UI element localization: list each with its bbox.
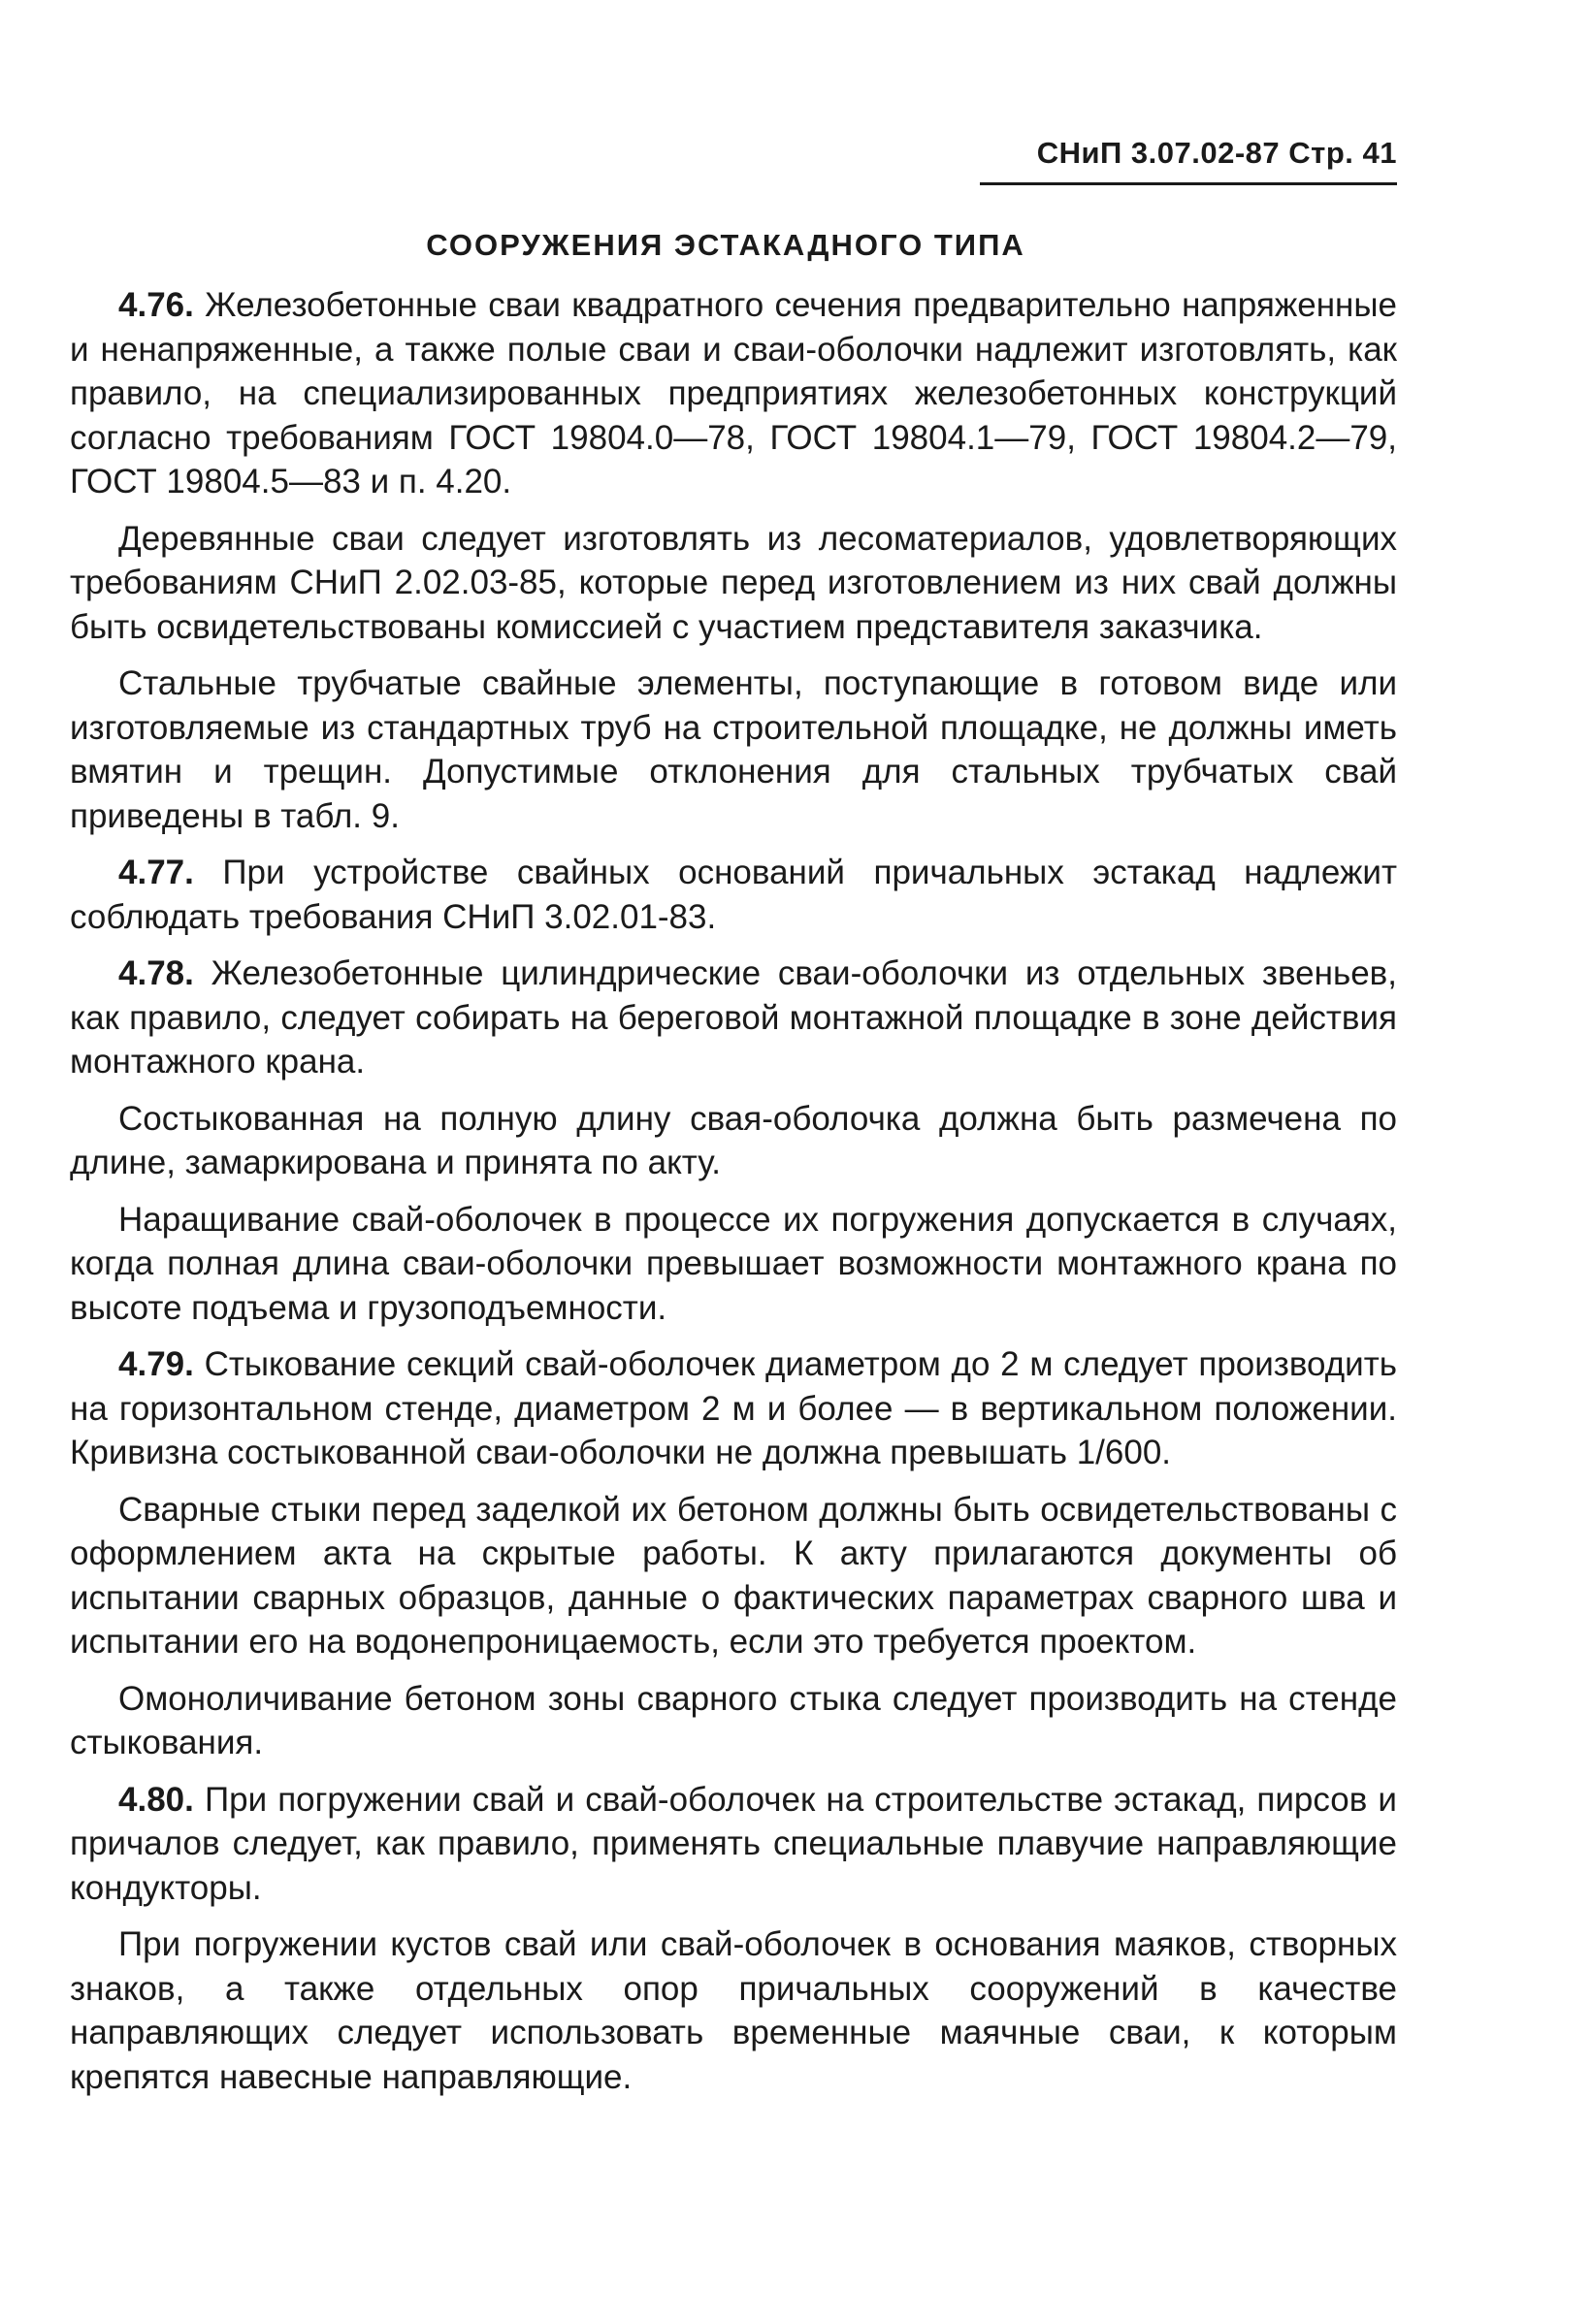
clause-number: 4.76.: [118, 286, 194, 324]
paragraph-4-77: [70, 851, 1397, 939]
paragraph-text: Стальные трубчатые свайные элементы, поступающие в готовом виде или изготовляемые из стандартных труб на строительной площадке, не должны иметь вмятин и трещин. Допустимые отклонения для стальных трубчатых свай приведены в табл. 9.: [70, 664, 1397, 835]
paragraph-text: Сварные стыки перед заделкой их бетоном должны быть освидетельствованы с оформлением акта на скрытые работы. К акту прилагаются документы об испытании сварных образцов, данные о фактических параметрах сварного шва и испытании его на водонепроницаемость, если это требуется проектом.: [70, 1490, 1397, 1661]
paragraph-4-79: [70, 1342, 1397, 1475]
paragraph-text: Железобетонные цилиндрические сваи-оболочки из отдельных звеньев, как правило, следует собирать на береговой монтажной площадке в зоне действия монтажного крана.: [70, 954, 1397, 1081]
paragraph-text: Стыкование секций свай-оболочек диаметром до 2 м следует производить на горизонтальном стенде, диаметром 2 м и более — в вертикальном положении. Кривизна состыкованной сваи-оболочки не должна превышать 1/600.: [70, 1345, 1397, 1471]
paragraph-text: Омоноличивание бетоном зоны сварного стыка следует производить на стенде стыкования.: [70, 1679, 1397, 1761]
paragraph-welded-joints: [70, 1488, 1397, 1664]
paragraph-4-76: [70, 283, 1397, 504]
paragraph-text: Деревянные сваи следует изготовлять из лесоматериалов, удовлетворяющих требованиям СНиП 2.02.03-85, которые перед изготовлением из них свай должны быть освидетельствованы комиссией с участием представителя заказчика.: [70, 519, 1397, 646]
clause-number: 4.79.: [118, 1345, 194, 1383]
paragraph-4-80: [70, 1778, 1397, 1911]
paragraph-monolithing: [70, 1677, 1397, 1765]
paragraph-text: При устройстве свайных оснований причальных эстакад надлежит соблюдать требования СНиП 3.02.01-83.: [70, 854, 1397, 936]
paragraph-marking: [70, 1097, 1397, 1185]
paragraph-text: Состыкованная на полную длину свая-оболочка должна быть размечена по длине, замаркирована и принята по акту.: [70, 1099, 1397, 1181]
page-header: СНиП 3.07.02-87 Стр. 41: [980, 136, 1397, 185]
paragraph-text: При погружении кустов свай или свай-оболочек в основания маяков, створных знаков, а также отдельных опор причальных сооружений в качестве направляющих следует использовать временные маячные сваи, к которым крепятся навесные направляющие.: [70, 1925, 1397, 2096]
document-body: [70, 283, 1397, 2112]
clause-number: 4.80.: [118, 1780, 194, 1819]
paragraph-4-78: [70, 952, 1397, 1084]
clause-number: 4.78.: [118, 954, 194, 992]
clause-number: 4.77.: [118, 854, 194, 891]
paragraph-pile-clusters: [70, 1922, 1397, 2099]
paragraph-extension: [70, 1198, 1397, 1331]
paragraph-text: Наращивание свай-оболочек в процессе их погружения допускается в случаях, когда полная длина сваи-оболочки превышает возможности монтажного крана по высоте подъема и грузоподъемности.: [70, 1200, 1397, 1327]
paragraph-text: При погружении свай и свай-оболочек на строительстве эстакад, пирсов и причалов следует, как правило, применять специальные плавучие направляющие кондукторы.: [70, 1780, 1397, 1907]
section-title: СООРУЖЕНИЯ ЭСТАКАДНОГО ТИПА: [426, 228, 1025, 262]
paragraph-text: Железобетонные сваи квадратного сечения предварительно напряженные и ненапряженные, а также полые сваи и сваи-оболочки надлежит изготовлять, как правило, на специализированных предприятиях железобетонных конструкций согласно требованиям ГОСТ 19804.0—78, ГОСТ 19804.1—79, ГОСТ 19804.2—79, ГОСТ 19804.5—83 и п. 4.20.: [70, 286, 1397, 500]
paragraph-wooden-piles: [70, 517, 1397, 650]
paragraph-steel-piles: [70, 662, 1397, 838]
